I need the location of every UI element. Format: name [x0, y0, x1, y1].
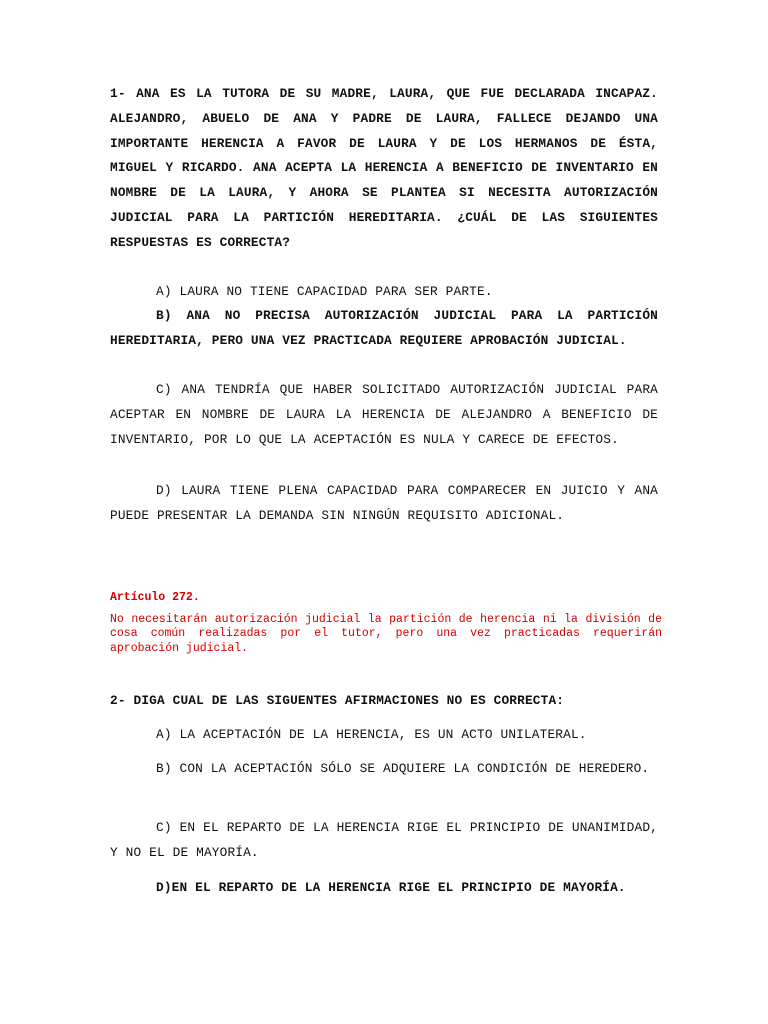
article-body: No necesitarán autorización judicial la partición de herencia ni la división de cosa común realizadas por el tutor, pero una vez practicadas requerirán aprobación judicial.	[110, 613, 662, 655]
article-title: Artículo 272.	[110, 591, 200, 604]
question-1-option-a: A) LAURA NO TIENE CAPACIDAD PARA SER PARTE.	[156, 284, 493, 299]
question-2-option-c: C) EN EL REPARTO DE LA HERENCIA RIGE EL PRINCIPIO DE UNANIMIDAD, Y NO EL DE MAYORÍA.	[110, 820, 658, 860]
question-1-option-d: D) LAURA TIENE PLENA CAPACIDAD PARA COMPARECER EN JUICIO Y ANA PUEDE PRESENTAR LA DEMANDA SIN NINGÚN REQUISITO ADICIONAL.	[110, 483, 658, 523]
question-2-option-d-correct: D)EN EL REPARTO DE LA HERENCIA RIGE EL PRINCIPIO DE MAYORÍA.	[156, 880, 626, 895]
question-1-option-c: C) ANA TENDRÍA QUE HABER SOLICITADO AUTORIZACIÓN JUDICIAL PARA ACEPTAR EN NOMBRE DE LAURA LA HERENCIA DE ALEJANDRO A BENEFICIO DE INVENTARIO, POR LO QUE LA ACEPTACIÓN ES NULA Y CARECE DE EFECTOS.	[110, 382, 658, 447]
question-1-text: 1- ANA ES LA TUTORA DE SU MADRE, LAURA, QUE FUE DECLARADA INCAPAZ. ALEJANDRO, ABUELO DE ANA Y PADRE DE LAURA, FALLECE DEJANDO UNA IMPORTANTE HERENCIA A FAVOR DE LAURA Y DE LOS HERMANOS DE ÉSTA, MIGUEL Y RICARDO. ANA ACEPTA LA HERENCIA A BENEFICIO DE INVENTARIO EN NOMBRE DE LA LAURA, Y AHORA SE PLANTEA SI NECESITA AUTORIZACIÓN JUDICIAL PARA LA PARTICIÓN HEREDITARIA. ¿CUÁL DE LAS SIGUIENTES RESPUESTAS ES CORRECTA?	[110, 86, 658, 250]
question-2-option-a: A) LA ACEPTACIÓN DE LA HERENCIA, ES UN ACTO UNILATERAL.	[156, 727, 587, 742]
question-1-option-b-correct: B) ANA NO PRECISA AUTORIZACIÓN JUDICIAL PARA LA PARTICIÓN HEREDITARIA, PERO UNA VEZ PRACTICADA REQUIERE APROBACIÓN JUDICIAL.	[110, 308, 658, 348]
question-2-option-b: B) CON LA ACEPTACIÓN SÓLO SE ADQUIERE LA CONDICIÓN DE HEREDERO.	[156, 761, 650, 776]
question-2-text: 2- DIGA CUAL DE LAS SIGUENTES AFIRMACIONES NO ES CORRECTA:	[110, 693, 565, 708]
